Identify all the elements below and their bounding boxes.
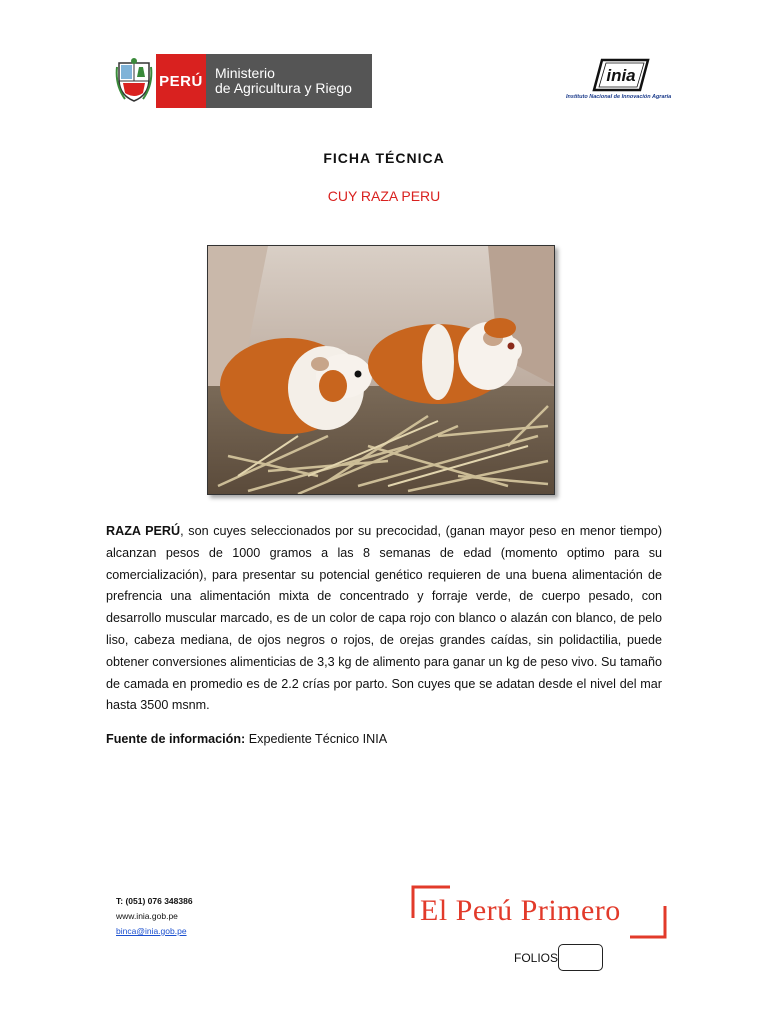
source-line: [106, 732, 662, 746]
ministry-logo: [112, 54, 372, 108]
el-peru-primero-logo: [410, 884, 668, 940]
ministry-name: [206, 54, 372, 108]
inia-word: inia: [606, 66, 636, 85]
contact-email-link[interactable]: binca@inia.gob.pe: [116, 926, 187, 936]
document-subtitle: CUY RAZA PERU: [327, 188, 441, 204]
contact-phone: T: (051) 076 348386: [116, 896, 193, 906]
folios-label: FOLIOS: [514, 950, 559, 965]
contact-block: [116, 894, 193, 939]
peru-label: PERÚ: [156, 54, 206, 108]
description-lead: RAZA PERÚ: [106, 524, 181, 538]
description-text: , son cuyes seleccionados por su precocidad, (ganan mayor peso en menor tiempo) alcanzan pesos de 1000 gramos a las 8 semanas de edad (momento optimo para su comercialización), para presentar su potencial genético requieren de una buena alimentación de prefrencia una alimentación mixta de concentrado y forraje verde, de cuerpo pesado, con desarrollo muscular marcado, es de un color de capa rojo con blanco o alazán con blanco, de pelo liso, cabeza mediana, de ojos negros o rojos, de orejas grandes caídas, sin polidactilia, puede obtener conversiones alimenticias de 3,3 kg de alimento para ganar un kg de peso vivo. Su tamaño de camada en promedio es de 2.2 crías por parto. Son cuyes que se adatan desde el nivel del mar hasta 3500 msnm.: [106, 524, 663, 713]
folios-field: [514, 944, 603, 971]
guinea-pig-photo: [207, 245, 555, 495]
peru-coat-of-arms-icon: [112, 54, 156, 108]
inia-subtitle: Instituto Nacional de Innovación Agraria: [566, 94, 672, 100]
contact-website[interactable]: www.inia.gob.pe: [116, 911, 178, 921]
description-paragraph: [106, 521, 662, 717]
source-label: Fuente de información:: [106, 732, 246, 746]
inia-wordmark-icon: [592, 58, 650, 92]
ministry-line-2: de Agricultura y Riego: [215, 80, 352, 96]
source-value: Expediente Técnico INIA: [245, 732, 388, 746]
folios-input-box[interactable]: [558, 944, 603, 971]
ministry-line-1: Ministerio: [215, 65, 275, 81]
inia-logo: [566, 56, 678, 106]
motto-text: El Perú Primero: [420, 894, 621, 927]
document-title: FICHA TÉCNICA: [323, 150, 445, 166]
